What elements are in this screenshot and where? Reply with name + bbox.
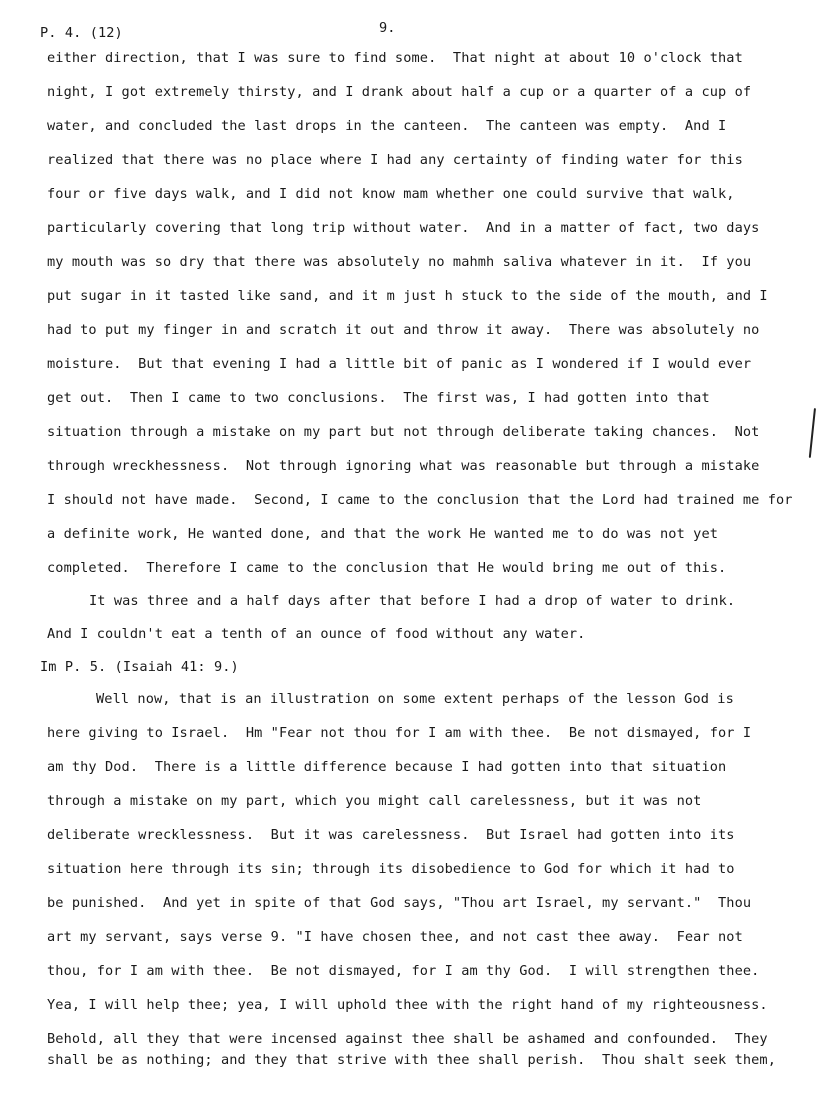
text-line-23: deliberate wrecklessness. But it was carelessness. But Israel had gotten into its (47, 827, 735, 843)
text-line-26: art my servant, says verse 9. "I have chosen thee, and not cast thee away. Fear not (47, 929, 743, 945)
text-line-2: night, I got extremely thirsty, and I drank about half a cup or a quarter of a cup of (47, 84, 752, 100)
text-line-22: through a mistake on my part, which you might call carelessness, but it was not (47, 793, 702, 809)
section-heading: Im P. 5. (Isaiah 41: 9.) (40, 659, 239, 675)
text-line-12: situation through a mistake on my part but not through deliberate taking chances. Not (47, 424, 760, 440)
text-line-18: And I couldn't eat a tenth of an ounce of food without any water. (47, 626, 586, 642)
text-line-9: had to put my finger in and scratch it out and throw it away. There was absolutely no (47, 322, 760, 338)
text-line-7: my mouth was so dry that there was absolutely no mahmh saliva whatever in it. If you (47, 254, 752, 270)
text-line-1: either direction, that I was sure to find some. That night at about 10 o'clock that (47, 50, 743, 66)
text-line-3: water, and concluded the last drops in the canteen. The canteen was empty. And I (47, 118, 727, 134)
text-line-5: four or five days walk, and I did not know mam whether one could survive that walk, (47, 186, 735, 202)
text-line-21: am thy Dod. There is a little difference because I had gotten into that situation (47, 759, 727, 775)
text-line-24: situation here through its sin; through its disobedience to God for which it had to (47, 861, 735, 877)
text-line-13: through wreckhessness. Not through ignoring what was reasonable but through a mistake (47, 458, 760, 474)
text-line-15: a definite work, He wanted done, and that the work He wanted me to do was not yet (47, 526, 719, 542)
text-line-6: particularly covering that long trip without water. And in a matter of fact, two days (47, 220, 760, 236)
text-line-10: moisture. But that evening I had a little bit of panic as I wondered if I would ever (47, 356, 752, 372)
text-line-20: here giving to Israel. Hm "Fear not thou for I am with thee. Be not dismayed, for I (47, 725, 752, 741)
margin-pen-mark (809, 408, 816, 458)
page-reference: P. 4. (12) (40, 25, 123, 41)
text-line-4: realized that there was no place where I had any certainty of finding water for this (47, 152, 743, 168)
text-line-28: Yea, I will help thee; yea, I will uphold thee with the right hand of my righteousness. (47, 997, 768, 1013)
text-line-16: completed. Therefore I came to the conclusion that He would bring me out of this. (47, 560, 727, 576)
text-line-27: thou, for I am with thee. Be not dismayed, for I am thy God. I will strengthen thee. (47, 963, 760, 979)
text-line-17: It was three and a half days after that before I had a drop of water to drink. (89, 593, 736, 609)
text-line-29: Behold, all they that were incensed against thee shall be ashamed and confounded. They (47, 1031, 768, 1047)
text-line-8: put sugar in it tasted like sand, and it m just h stuck to the side of the mouth, and I (47, 288, 768, 304)
text-line-11: get out. Then I came to two conclusions. The first was, I had gotten into that (47, 390, 710, 406)
text-line-30: shall be as nothing; and they that strive with thee shall perish. Thou shalt seek them, (47, 1052, 777, 1068)
text-line-19: Well now, that is an illustration on some extent perhaps of the lesson God is (96, 691, 734, 707)
text-line-14: I should not have made. Second, I came to the conclusion that the Lord had trained me for (47, 492, 793, 508)
text-line-25: be punished. And yet in spite of that God says, "Thou art Israel, my servant." Thou (47, 895, 752, 911)
page-number: 9. (379, 20, 396, 36)
